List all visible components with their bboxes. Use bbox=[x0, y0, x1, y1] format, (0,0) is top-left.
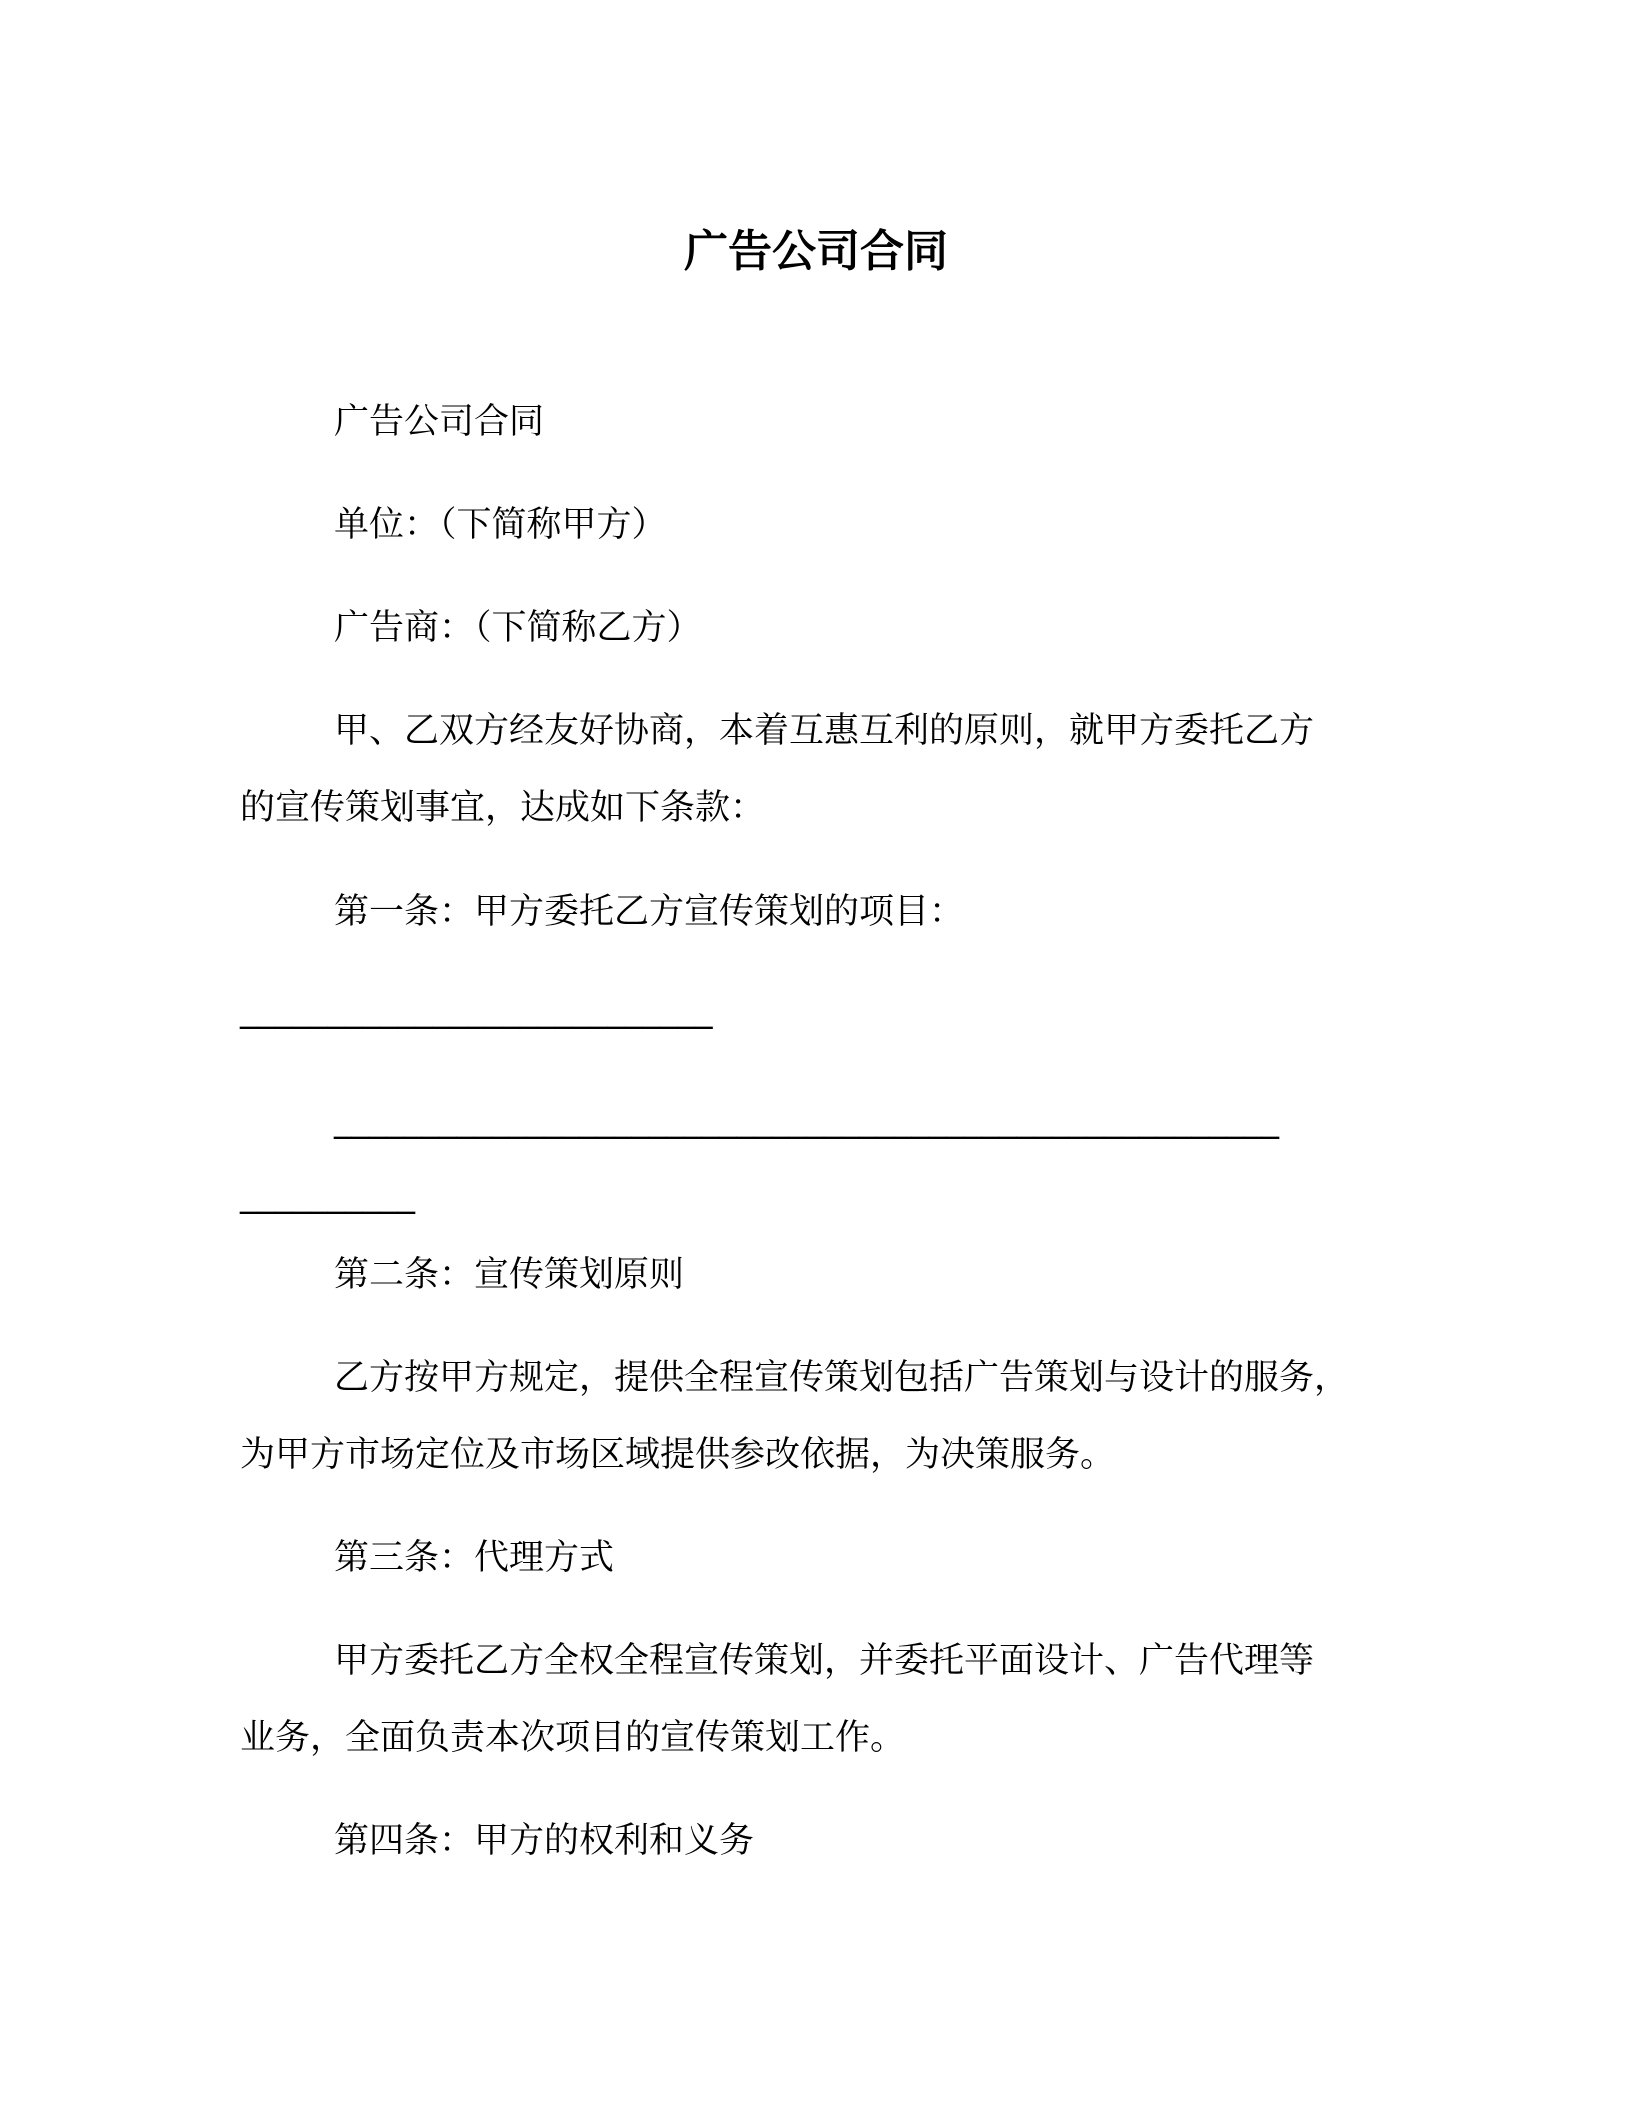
article-2-heading: 第二条：宣传策划原则 bbox=[334, 1255, 685, 1295]
article-4-heading: 第四条：甲方的权利和义务 bbox=[334, 1821, 755, 1861]
article-3-text-line-2: 业务，全面负责本次项目的宣传策划工作。 bbox=[240, 1718, 906, 1758]
preamble-line-2: 的宣传策划事宜，达成如下条款： bbox=[240, 788, 766, 828]
preamble-line-1: 甲、乙双方经友好协商，本着互惠互利的原则，就甲方委托乙方 bbox=[334, 711, 1315, 751]
article-2-text-line-1: 乙方按甲方规定，提供全程宣传策划包括广告策划与设计的服务， bbox=[334, 1358, 1350, 1398]
contract-heading: 广告公司合同 bbox=[334, 402, 545, 442]
article-2-text-line-2: 为甲方市场定位及市场区域提供参改依据，为决策服务。 bbox=[240, 1435, 1116, 1475]
party-b-line: 广告商：（下简称乙方） bbox=[334, 608, 702, 648]
blank-line-3: __________ bbox=[240, 1175, 415, 1215]
article-1-heading: 第一条：甲方委托乙方宣传策划的项目： bbox=[334, 892, 965, 932]
article-3-text-line-1: 甲方委托乙方全权全程宣传策划，并委托平面设计、广告代理等 bbox=[334, 1641, 1315, 1681]
article-3-heading: 第三条：代理方式 bbox=[334, 1538, 615, 1578]
document-title: 广告公司合同 bbox=[684, 226, 948, 277]
blank-line-2: ______________________________________________________ bbox=[334, 1100, 1279, 1140]
party-a-line: 单位：（下简称甲方） bbox=[334, 505, 667, 545]
blank-line-1: ___________________________ bbox=[240, 990, 713, 1030]
